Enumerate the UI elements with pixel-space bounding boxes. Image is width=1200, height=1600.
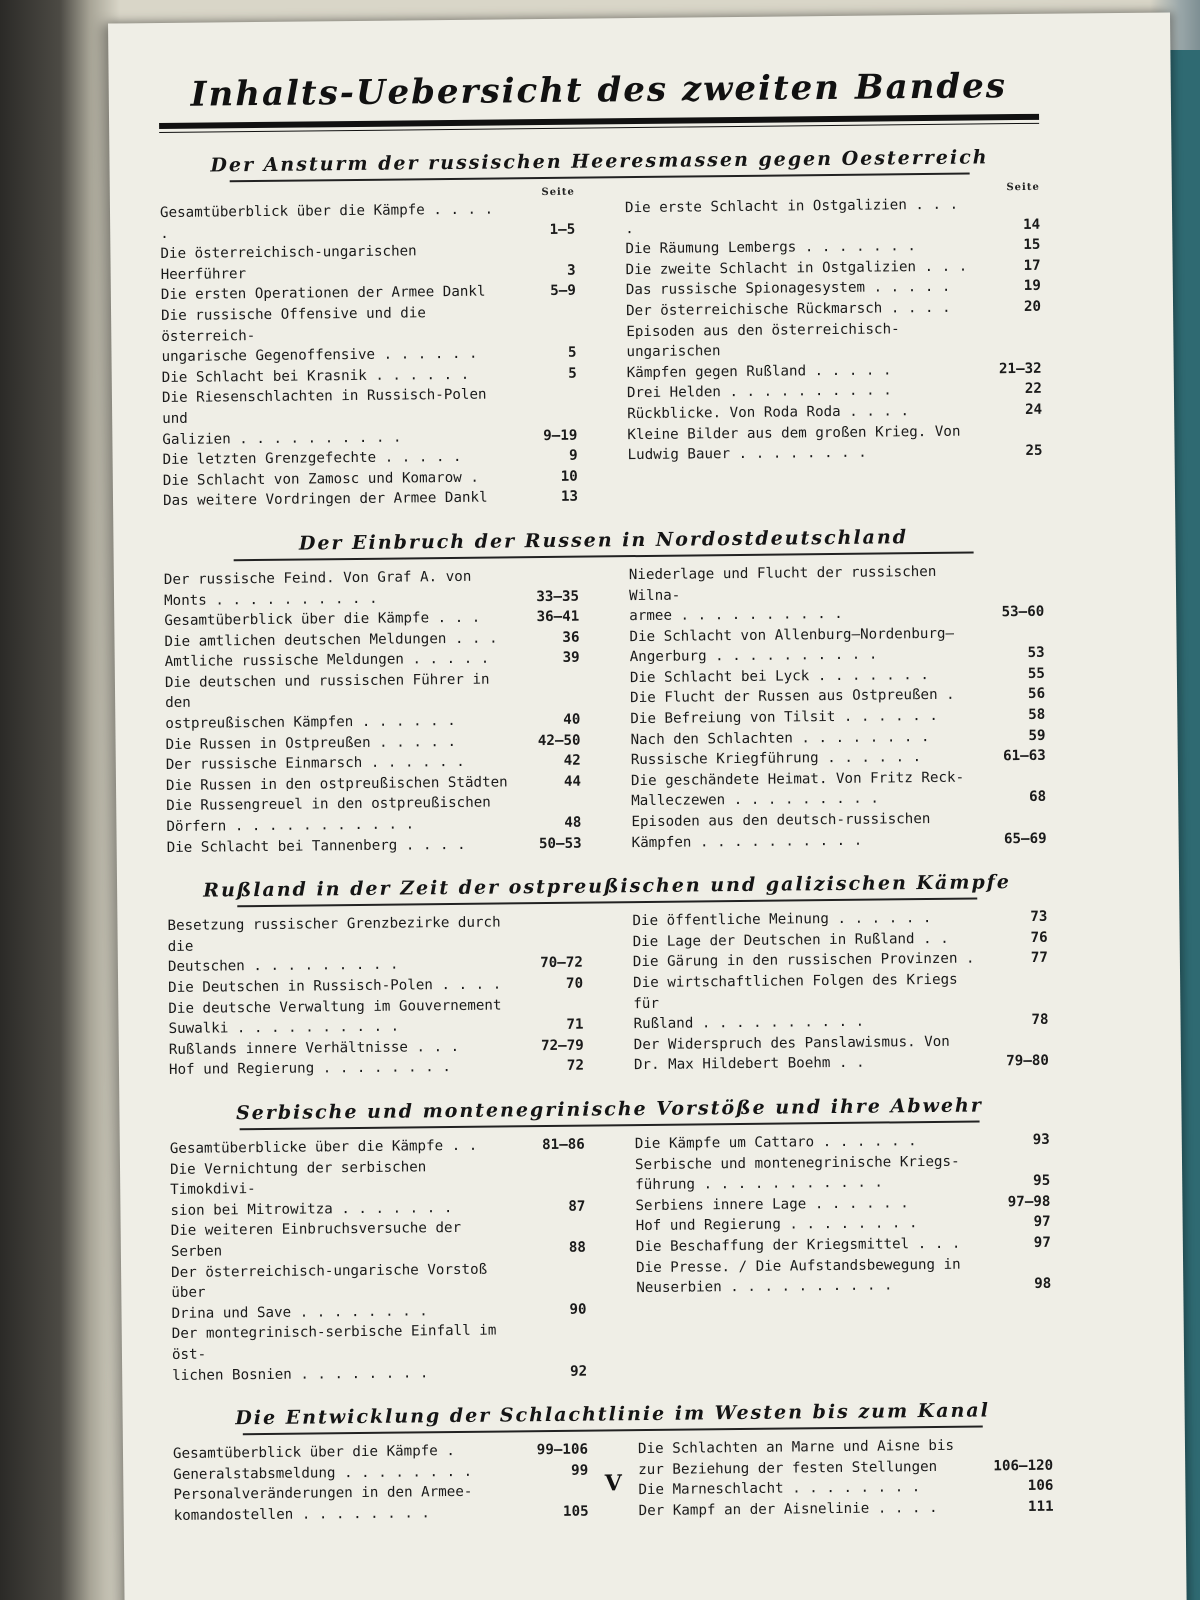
entry-title: Der österreichisch-ungarische Vorstoß über Drina und Save . . . . . . . .	[171, 1261, 496, 1322]
entry-title: Rückblicke. Von Roda Roda . . . .	[627, 403, 910, 423]
entry-page: 53—60	[1001, 603, 1045, 621]
entry-page: 111	[1027, 1498, 1054, 1515]
entry-title: Gesamtüberblick über die Kämpfe . . . . .	[159, 201, 502, 242]
entry-title: Hof und Regierung . . . . . . . .	[168, 1059, 451, 1079]
toc-entry	[172, 1320, 588, 1386]
toc-entry	[166, 771, 581, 796]
entry-page: 72	[566, 1058, 585, 1075]
entry-page: 36	[562, 629, 580, 646]
entry-title: Die Beschaffung der Kriegsmittel . . .	[635, 1235, 961, 1256]
entry-title: Die Räumung Lembergs . . . . . . .	[625, 238, 916, 258]
toc-section	[167, 871, 1049, 1081]
toc-entry	[170, 1155, 586, 1221]
entry-page: 77	[1030, 950, 1048, 967]
toc-entry	[627, 420, 1042, 466]
section-heading: Der Ansturm der russischen Heeresmassen gegen Oesterreich	[210, 146, 989, 177]
entry-page: 72—79	[540, 1037, 584, 1054]
entry-title: Die Flucht der Russen aus Ostpreußen .	[630, 687, 955, 707]
entry-title: Die Kämpfe um Cattaro . . . . . .	[634, 1133, 917, 1153]
toc-entry	[635, 1130, 1050, 1155]
toc-entry	[163, 487, 578, 512]
entry-title: Die Vernichtung der serbischen Timokdivi- sion bei Mitrowitza . . . . . . .	[169, 1158, 453, 1219]
right-column	[625, 182, 1043, 507]
entry-title: Nach den Schlachten . . . . . . . .	[630, 728, 930, 748]
entry-title: Der russische Einmarsch . . . . . .	[165, 754, 465, 774]
entry-title: Die österreichisch-ungarischen Heerführer	[160, 243, 426, 283]
entry-title: Die öffentliche Meinung . . . . . .	[632, 910, 932, 930]
toc-entry	[171, 1217, 586, 1263]
entry-page: 24	[1024, 401, 1043, 418]
entry-title: Der Widerspruch des Panslawismus. Von Dr. Max Hildebert Boehm . .	[633, 1033, 950, 1074]
entry-title: Niederlage und Flucht der russischen Wilna- armee . . . . . . . . . .	[628, 563, 945, 625]
toc-entry	[170, 1135, 585, 1160]
entry-page: 15	[1023, 236, 1041, 254]
entry-page: 9—19	[543, 427, 578, 444]
entry-title: Hof und Regierung . . . . . . . .	[635, 1215, 918, 1235]
entry-title: Der russische Feind. Von Graf A. von Monts . . . . . . . . . .	[163, 568, 472, 609]
entry-page: 98	[1034, 1275, 1052, 1293]
entry-title: Die wirtschaftlichen Folgen des Kriegs für Rußland . . . . . . . . . .	[633, 971, 967, 1033]
entry-title: Gesamtüberblick über die Kämpfe .	[172, 1443, 455, 1463]
toc-entry	[627, 400, 1042, 425]
entry-title: Die Russen in den ostpreußischen Städten	[165, 774, 508, 794]
toc-entry	[626, 317, 1042, 383]
right-column	[632, 907, 1049, 1076]
entry-title: Die deutsche Verwaltung im Gouvernement Suwalki . . . . . . . . . .	[168, 997, 502, 1038]
toc-entry	[629, 561, 1045, 627]
toc-entry	[634, 1031, 1049, 1077]
entry-page: 44	[563, 773, 582, 790]
entry-page: 78	[1031, 1011, 1049, 1029]
entry-page: 90	[569, 1301, 587, 1318]
entry-page: 99—106	[536, 1441, 589, 1459]
entry-page: 73	[1030, 908, 1048, 926]
toc-entry	[160, 199, 575, 245]
section-heading: Serbische und montenegrinische Vorstöße und ihre Abwehr	[235, 1094, 983, 1125]
entry-title: Die Schlacht bei Krasnik . . . . . .	[161, 366, 470, 386]
entry-title: Kleine Bilder aus dem großen Krieg. Von Ludwig Bauer . . . . . . . .	[627, 423, 961, 464]
entry-page: 20	[1023, 298, 1042, 315]
toc-entry	[633, 948, 1048, 973]
toc-entry	[168, 994, 583, 1040]
left-column	[164, 566, 582, 859]
entry-page: 5	[567, 344, 577, 361]
entry-page: 9	[568, 447, 578, 464]
entry-page: 81—86	[541, 1136, 585, 1154]
toc-entry	[625, 194, 1040, 240]
left-column	[167, 912, 584, 1081]
entry-page: 14	[1023, 216, 1041, 233]
entry-title: Generalstabsmeldung . . . . . . . .	[173, 1463, 473, 1483]
page-content	[159, 66, 1054, 1527]
entry-title: Episoden aus den deutsch-russischen Kämpfen . . . . . . . . . .	[631, 811, 931, 851]
toc-entry	[635, 1150, 1050, 1196]
entry-page: 61—63	[1002, 748, 1046, 765]
entry-page: 56	[1027, 686, 1046, 703]
toc-entry	[631, 746, 1046, 771]
toc-entry	[629, 622, 1044, 668]
toc-entry	[162, 384, 578, 450]
entry-page: 50—53	[538, 835, 582, 852]
section-columns	[164, 561, 1047, 859]
entry-page: 93	[1032, 1131, 1050, 1148]
page-number: V	[604, 1470, 623, 1497]
entry-page: 70	[565, 975, 584, 992]
entry-title: Die Schlacht bei Lyck . . . . . . .	[629, 666, 929, 687]
entry-page: 25	[1025, 442, 1043, 460]
entry-title: Die Gärung in den russischen Provinzen .	[632, 950, 975, 971]
entry-title: Die Russen in Ostpreußen . . . . .	[165, 733, 457, 753]
entry-page: 95	[1033, 1172, 1051, 1190]
page-title: Inhalts-Uebersicht des zweiten Bandes	[190, 66, 1008, 115]
toc-sections	[159, 146, 1053, 1527]
entry-title: Die geschändete Heimat. Von Fritz Reck- Malleczewen . . . . . . . . .	[630, 769, 965, 810]
entry-title: Russische Kriegführung . . . . . .	[630, 749, 922, 769]
entry-title: Rußlands innere Verhältnisse . . .	[168, 1038, 460, 1058]
entry-page: 3	[567, 262, 576, 279]
left-column	[170, 1135, 588, 1386]
entry-title: Die Marneschlacht . . . . . . . .	[638, 1479, 921, 1499]
entry-title: Besetzung russischer Grenzbezirke durch die Deutschen . . . . . . . . .	[167, 914, 510, 976]
toc-entry	[626, 297, 1041, 322]
entry-page: 97	[1033, 1234, 1051, 1251]
entry-title: Serbische und montenegrinische Kriegs- führung . . . . . . . . . . .	[634, 1153, 960, 1194]
seite-label: Seite	[541, 186, 575, 199]
entry-title: Serbiens innere Lage . . . . . .	[635, 1194, 909, 1214]
entry-page: 42—50	[537, 732, 581, 749]
entry-page: 87	[568, 1198, 586, 1215]
entry-title: Die Riesenschlachten in Russisch-Polen und Galizien . . . . . . . . . .	[161, 386, 496, 448]
entry-page: 33—35	[536, 588, 580, 605]
entry-title: Das weitere Vordringen der Armee Dankl	[162, 489, 488, 510]
toc-entry	[164, 566, 579, 612]
toc-entry	[161, 281, 576, 306]
entry-title: Gesamtüberblick über die Kämpfe . . .	[164, 609, 481, 630]
entry-page: 17	[1023, 257, 1041, 274]
toc-section	[163, 525, 1046, 859]
entry-title: Die amtlichen deutschen Meldungen . . .	[164, 630, 498, 650]
section-heading: Der Einbruch der Russen in Nordostdeutschland	[298, 526, 909, 555]
entry-page: 92	[569, 1363, 588, 1380]
toc-entry	[636, 1233, 1051, 1258]
entry-page: 19	[1023, 278, 1041, 295]
entry-page: 13	[560, 488, 579, 506]
entry-title: Die ersten Operationen der Armee Dankl	[160, 283, 486, 304]
toc-entry	[171, 1258, 587, 1324]
entry-page: 36—41	[536, 608, 580, 626]
toc-entry	[633, 969, 1049, 1035]
section-columns	[170, 1130, 1053, 1386]
entry-title: Amtliche russische Meldungen . . . . .	[164, 650, 490, 671]
entry-page: 1—5	[549, 221, 576, 238]
entry-page: 10	[560, 468, 578, 485]
toc-entry	[166, 792, 581, 838]
entry-title: Die Schlacht von Zamosc und Komarow .	[162, 469, 479, 489]
entry-title: Drei Helden . . . . . . . . . .	[626, 382, 892, 402]
entry-page: 99	[571, 1462, 589, 1479]
entry-page: 88	[568, 1239, 586, 1256]
toc-entry	[169, 1056, 584, 1081]
right-column	[629, 561, 1047, 854]
entry-title: Die Schlacht von Allenburg—Nordenburg— Angerburg . . . . . . . . . .	[629, 625, 955, 666]
section-columns	[167, 907, 1049, 1081]
entry-page: 79—80	[1006, 1053, 1050, 1070]
section-columns	[160, 182, 1043, 512]
toc-entry	[165, 648, 580, 673]
entry-page: 65—69	[1003, 830, 1047, 847]
entry-page: 59	[1028, 727, 1046, 744]
entry-title: Gesamtüberblicke über die Kämpfe . .	[169, 1137, 478, 1157]
toc-entry	[167, 833, 582, 858]
entry-title: Die Lage der Deutschen in Rußland . .	[632, 930, 949, 950]
entry-page: 40	[563, 711, 581, 728]
toc-entry	[636, 1253, 1051, 1299]
entry-title: Die russische Offensive und die österreich- ungarische Gegenoffensive . . . . . .	[161, 305, 478, 366]
entry-title: Die Schlachten an Marne und Aisne bis zur Beziehung der festen Stellungen	[637, 1437, 955, 1478]
toc-section	[169, 1094, 1052, 1386]
entry-page: 97	[1033, 1214, 1051, 1231]
entry-page: 48	[564, 814, 582, 831]
entry-title: Die Befreiung von Tilsit . . . . . .	[630, 707, 938, 728]
toc-entry	[160, 240, 575, 286]
entry-page: 39	[562, 649, 580, 667]
entry-title: Das russische Spionagesystem . . . . .	[625, 279, 951, 299]
section-heading: Rußland in der Zeit der ostpreußischen und galizischen Kämpfe	[203, 871, 1012, 902]
toc-entry	[167, 912, 583, 978]
entry-page: 42	[563, 752, 581, 770]
entry-title: Die Deutschen in Russisch-Polen . . . .	[168, 976, 502, 996]
entry-title: Der österreichische Rückmarsch . . . .	[625, 299, 951, 320]
toc-entry	[631, 808, 1046, 854]
entry-page: 5—9	[550, 283, 576, 300]
entry-title: Personalveränderungen in den Armee- komandostellen . . . . . . . .	[173, 1484, 473, 1524]
entry-page: 106—120	[993, 1457, 1054, 1475]
toc-section	[173, 1399, 1054, 1527]
entry-page: 58	[1028, 706, 1046, 724]
entry-title: Die zweite Schlacht in Ostgalizien . . .	[625, 258, 968, 278]
entry-title: Die Presse. / Die Aufstandsbewegung in Neuserbien . . . . . . . . . .	[636, 1256, 961, 1297]
entry-title: Die Russengreuel in den ostpreußischen Dörfern . . . . . . . . . . .	[166, 795, 491, 836]
entry-page: 70—72	[540, 955, 583, 972]
entry-page: 5	[568, 365, 577, 382]
entry-title: Die deutschen und russischen Führer in den ostpreußischen Kämpfen . . . . . .	[164, 671, 499, 733]
entry-page: 76	[1030, 929, 1048, 946]
entry-page: 71	[566, 1016, 584, 1034]
toc-entry	[631, 767, 1046, 813]
entry-title: Die erste Schlacht in Ostgalizien . . . .	[624, 196, 967, 237]
toc-section	[159, 146, 1043, 512]
entry-title: Der montegrinisch-serbische Einfall im öst- lichen Bosnien . . . . . . . .	[171, 1322, 505, 1384]
book-page	[108, 12, 1187, 1600]
entry-page: 68	[1029, 789, 1047, 806]
entry-page: 55	[1027, 665, 1045, 682]
section-heading: Die Entwicklung der Schlachtlinie im Westen bis zum Kanal	[235, 1399, 991, 1430]
entry-title: Episoden aus den österreichisch-ungarischen Kämpfen gegen Rußland . . . . .	[626, 320, 900, 381]
entry-page: 106	[1027, 1478, 1054, 1495]
left-column	[160, 187, 578, 512]
right-column	[635, 1130, 1053, 1381]
entry-title: Die letzten Grenzgefechte . . . . .	[162, 449, 462, 469]
entry-page: 53	[1027, 645, 1045, 662]
entry-page: 21—32	[998, 360, 1042, 377]
entry-page: 97—98	[1007, 1193, 1051, 1210]
entry-page: 105	[562, 1503, 589, 1520]
toc-entry	[161, 302, 577, 368]
entry-title: Die weiteren Einbruchsversuche der Serben	[170, 1220, 470, 1260]
toc-entry	[162, 363, 577, 388]
entry-title: Die Schlacht bei Tannenberg . . . .	[166, 836, 466, 856]
toc-entry	[168, 974, 583, 999]
toc-entry	[165, 669, 581, 735]
seite-label: Seite	[1006, 181, 1040, 194]
toc-entry	[639, 1497, 1054, 1522]
entry-title: Der Kampf an der Aisnelinie . . . .	[638, 1499, 938, 1519]
entry-page: 22	[1024, 381, 1042, 398]
